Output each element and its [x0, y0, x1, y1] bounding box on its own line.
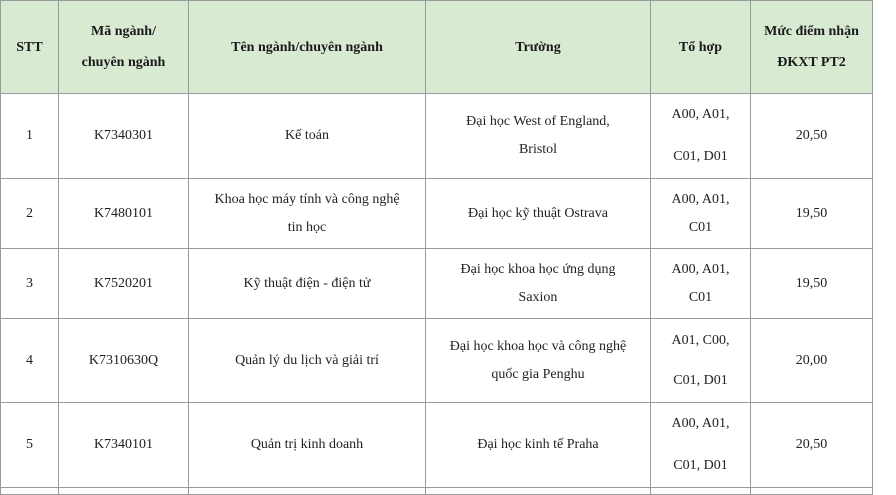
- header-major-name: Tên ngành/chuyên ngành: [189, 1, 426, 94]
- cell-subject-combo: [651, 319, 751, 403]
- combo-line: C01, D01: [673, 458, 728, 473]
- cell-major-code: K7310630Q: [59, 319, 189, 403]
- school-line: Đại học khoa học và công nghệ: [449, 338, 627, 354]
- major-name-line: Quản trị kinh doanh: [250, 437, 364, 452]
- cell-stt: 5: [1, 403, 59, 488]
- combo-line: C01, D01: [673, 372, 728, 388]
- combo-line: A00, A01,: [671, 416, 730, 431]
- table-row: [1, 319, 873, 403]
- major-name-line: tin học: [287, 219, 327, 235]
- table-header-row: [1, 1, 873, 94]
- cell-stt: 2: [1, 179, 59, 249]
- combo-line: C01: [688, 219, 713, 235]
- cell-stt: 1: [1, 94, 59, 179]
- combo-line: C01, D01: [673, 149, 728, 164]
- cell-empty: [426, 488, 651, 495]
- cell-empty: [189, 488, 426, 495]
- header-score: [751, 1, 873, 94]
- header-major-code: [59, 1, 189, 94]
- cell-major-name: [189, 249, 426, 319]
- combo-line: A00, A01,: [671, 107, 730, 122]
- cell-school: [426, 403, 651, 488]
- school-line: Đại học West of England,: [466, 114, 610, 129]
- cell-school: [426, 319, 651, 403]
- cell-school: [426, 249, 651, 319]
- cell-subject-combo: [651, 94, 751, 179]
- school-line: Đại học khoa học ứng dụng: [460, 261, 616, 277]
- major-name-line: Kế toán: [285, 128, 329, 143]
- cell-stt: 3: [1, 249, 59, 319]
- major-name-line: Khoa học máy tính và công nghệ: [214, 191, 400, 207]
- cell-stt: 4: [1, 319, 59, 403]
- cell-score: 20,50: [751, 94, 873, 179]
- table-row: [1, 94, 873, 179]
- school-line: Đại học kỹ thuật Ostrava: [468, 205, 608, 221]
- school-line: quốc gia Penghu: [491, 366, 585, 382]
- cell-major-name: [189, 319, 426, 403]
- table-row: [1, 179, 873, 249]
- school-line: Đại học kinh tế Praha: [477, 437, 599, 452]
- table-row-partial: [1, 488, 873, 495]
- cell-school: [426, 179, 651, 249]
- cell-subject-combo: [651, 403, 751, 488]
- combo-line: A00, A01,: [671, 261, 730, 277]
- cell-empty: [651, 488, 751, 495]
- header-score-line-1: Mức điểm nhận: [764, 24, 859, 39]
- combo-line: C01: [688, 289, 713, 305]
- header-major-code-line-2: chuyên ngành: [81, 55, 166, 70]
- cell-subject-combo: [651, 179, 751, 249]
- table-row: [1, 249, 873, 319]
- cell-school: [426, 94, 651, 179]
- cell-score: 20,50: [751, 403, 873, 488]
- cell-subject-combo: [651, 249, 751, 319]
- combo-line: A01, C00,: [671, 332, 730, 348]
- header-subject-combo: Tổ hợp: [651, 1, 751, 94]
- cell-major-code: K7340101: [59, 403, 189, 488]
- cell-major-code: K7340301: [59, 94, 189, 179]
- major-name-line: Kỹ thuật điện - điện tử: [243, 275, 371, 291]
- cell-empty: [59, 488, 189, 495]
- cell-empty: [1, 488, 59, 495]
- cell-major-name: [189, 179, 426, 249]
- cell-score: 20,00: [751, 319, 873, 403]
- header-major-code-line-1: Mã ngành/: [91, 24, 156, 39]
- school-line: Saxion: [518, 289, 558, 305]
- cell-score: 19,50: [751, 249, 873, 319]
- combo-line: A00, A01,: [671, 191, 730, 207]
- cell-score: 19,50: [751, 179, 873, 249]
- cell-major-code: K7520201: [59, 249, 189, 319]
- cell-major-name: [189, 94, 426, 179]
- table-row: [1, 403, 873, 488]
- cell-major-name: [189, 403, 426, 488]
- cell-empty: [751, 488, 873, 495]
- cell-major-code: K7480101: [59, 179, 189, 249]
- header-stt: STT: [1, 1, 59, 94]
- major-name-line: Quản lý du lịch và giải trí: [235, 352, 379, 368]
- header-score-line-2: ĐKXT PT2: [777, 55, 846, 70]
- header-school: Trường: [426, 1, 651, 94]
- school-line: Bristol: [518, 142, 558, 157]
